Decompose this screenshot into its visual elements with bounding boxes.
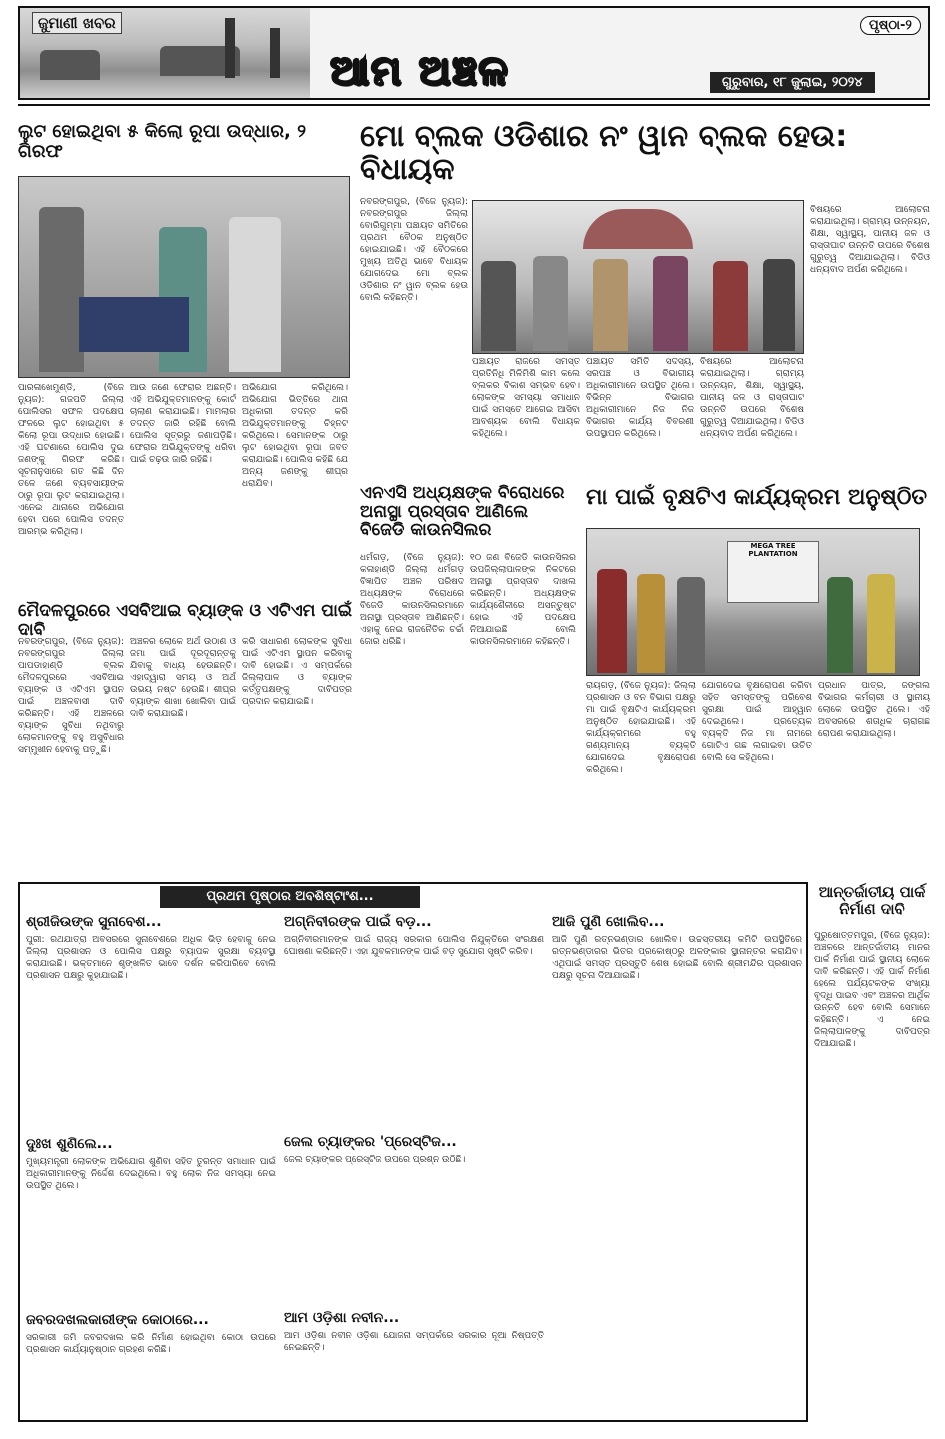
tree-col-1: ରାୟଗଡ଼, (ବିଜେ ନ୍ୟୁଜ): ଜିଲ୍ଲା ପ୍ରଶାସନ ଓ ବନ ବିଭାଗ ପକ୍ଷରୁ ମା ପାଇଁ ବୃକ୍ଷଟିଏ କାର୍ଯ୍ୟକ୍ରମ ଅନୁଷ୍ଠିତ ହୋଇଯାଇଛି। ଏହି କାର୍ଯ୍ୟକ୍ରମରେ ବହୁ ଗଣ୍ୟମାନ୍ୟ ବ୍ୟକ୍ତି ଯୋଗଦେଇ ବୃକ୍ଷରୋପଣ କରିଥିଲେ।	[586, 681, 696, 775]
sub-headline-sunabesha: ଶ୍ରୀଜିଉଙ୍କ ସୁନାବେଶ...	[26, 914, 162, 930]
plantation-banner: MEGA TREE PLANTATION	[727, 541, 819, 603]
paper-name: ଜୁମାଣୀ ଖବର	[32, 12, 122, 34]
no-confidence-col-2: ୧୦ ଜଣ ବିଜେଡି କାଉନସିଲର ଉପଜିଲ୍ଲାପାଳଙ୍କ ନିକଟରେ ଅନାସ୍ଥା ପ୍ରସ୍ତାବ ଦାଖଲ କରିଛନ୍ତି। ଅଧ୍ୟକ୍ଷଙ୍କ କାର୍ଯ୍ୟଶୈଳୀରେ ଅସନ୍ତୁଷ୍ଟ ହୋଇ ଏହି ପଦକ୍ଷେପ ନିଆଯାଇଛି ବୋଲି କାଉନସିଲରମାନେ କହିଛନ୍ତି।	[470, 553, 576, 647]
atm-col-1: ନବରଙ୍ଗପୁର, (ବିଜେ ନ୍ୟୁଜ): ନବରଙ୍ଗପୁର ଜିଲ୍ଲା ପାପଡାହାଣ୍ଡି ବ୍ଲକ ମୈଦଳପୁରରେ ଏସବିଆଇ ବ୍ୟାଙ୍କ ଓ ଏଟିଏମ ସ୍ଥାପନ ପାଇଁ ଅଞ୍ଚଳବାସୀ ଦାବି କରିଛନ୍ତି। ଏହି ଅଞ୍ଚଳରେ ବ୍ୟାଙ୍କ ସୁବିଧା ନଥିବାରୁ ଲୋକମାନଙ୍କୁ ବହୁ ଅସୁବିଧାର ସମ୍ମୁଖୀନ ହେବାକୁ ପଡ଼ୁଛି।	[18, 637, 124, 755]
page-number: ପୃଷ୍ଠା-୨	[860, 16, 921, 35]
dateline: ଗୁରୁବାର, ୧୮ ଜୁଲାଇ, ୨୦୨୪	[710, 72, 875, 93]
block-col-2: ପଞ୍ଚାୟତ ରାଜରେ ସମସ୍ତ ପ୍ରତିନିଧି ମିଳିମିଶି କାମ କଲେ ବ୍ଲକର ବିକାଶ ସମ୍ଭବ ହେବ। ଲୋକଙ୍କ ସମସ୍ୟା ସମାଧାନ ପାଇଁ ସମସ୍ତେ ଆଗେଇ ଆସିବା ଆବଶ୍ୟକ ବୋଲି ବିଧାୟକ କହିଥିଲେ।	[472, 357, 580, 439]
continuation-col-f: ଆମ ଓଡ଼ିଶା ନବୀନ ଓଡ଼ିଶା ଯୋଜନା ସମ୍ପର୍କରେ ସରକାର ନୂଆ ନିଷ୍ପତ୍ତି ନେଇଛନ୍ତି।	[284, 1331, 544, 1353]
section-title: ଆମ ଅଞ୍ଚଳ	[330, 48, 510, 94]
sub-headline-agniveer: ଅଗ୍ନିବୀରଙ୍କ ପାଇଁ ବଡ଼...	[284, 914, 432, 930]
silver-recovery-headline: ଲୁଟ ହୋଇଥିବା ୫ କିଲୋ ରୂପା ଉଦ୍ଧାର, ୨ ଗିରଫ	[18, 121, 307, 162]
silver-recovery-photo	[18, 176, 350, 378]
no-confidence-col-1: ଧର୍ମଗଡ଼, (ବିଜେ ନ୍ୟୁଜ): କଳାହାଣ୍ଡି ଜିଲ୍ଲା ଧର୍ମଗଡ଼ ବିଜ୍ଞାପିତ ଅଞ୍ଚଳ ପରିଷଦ ଅଧ୍ୟକ୍ଷଙ୍କ ବିରୋଧରେ ବିଜେଡି କାଉନସିଲରମାନେ ଅନାସ୍ଥା ପ୍ରସ୍ତାବ ଆଣିଛନ୍ତି। ଏହାକୁ ନେଇ ରାଜନୈତିକ ଚର୍ଚ୍ଚା ଜୋର ଧରିଛି।	[360, 553, 464, 647]
continuation-col-c: ସରକାରୀ ଜମି ଜବରଦଖଲ କରି ନିର୍ମାଣ ହୋଇଥିବା କୋଠା ଉପରେ ପ୍ରଶାସନ କାର୍ଯ୍ୟାନୁଷ୍ଠାନ ଗ୍ରହଣ କରିଛି।	[26, 1333, 276, 1355]
tree-headline: ମା ପାଇଁ ବୃକ୍ଷଟିଏ କାର୍ଯ୍ୟକ୍ରମ ଅନୁଷ୍ଠିତ	[586, 485, 928, 510]
sub-headline-jail: ଜେଲ ଚ୍ୟାଙ୍କର 'ପ୍ରେସ୍ଟିଜ...	[284, 1134, 457, 1150]
tree-col-3: ପ୍ରଧାନ ପାତ୍ର, ଜଙ୍ଗଲ ବିଭାଗର କର୍ମଚାରୀ ଓ ସ୍ଥାନୀୟ ଲୋକେ ଉପସ୍ଥିତ ଥିଲେ। ଏହି ଅବସରରେ ଶତାଧିକ ଚାରାଗଛ ରୋପଣ କରାଯାଇଥିଲା।	[818, 681, 930, 739]
continuation-col-b: ମୁଖ୍ୟମନ୍ତ୍ରୀ ଲୋକଙ୍କ ଅଭିଯୋଗ ଶୁଣିବା ସହିତ ତୁରନ୍ତ ସମାଧାନ ପାଇଁ ଅଧିକାରୀମାନଙ୍କୁ ନିର୍ଦ୍ଦେଶ ଦେଇଥିଲେ। ବହୁ ଲୋକ ନିଜ ସମସ୍ୟା ନେଇ ଉପସ୍ଥିତ ଥିଲେ।	[26, 1157, 276, 1191]
continuation-col-a: ପୁରୀ: ରଥଯାତ୍ରା ଅବସରରେ ସୁନାବେଶରେ ଅଧିକ ଭିଡ଼ ହେବାକୁ ନେଇ ଜିଲ୍ଲା ପ୍ରଶାସନ ଓ ପୋଲିସ ପକ୍ଷରୁ ବ୍ୟାପକ ସୁରକ୍ଷା ବ୍ୟବସ୍ଥା କରାଯାଇଛି। ଭକ୍ତମାନେ ଶୃଙ୍ଖଳିତ ଭାବେ ଦର୍ଶନ କରିପାରିବେ ବୋଲି ପ୍ରଶାସନ ପକ୍ଷରୁ କୁହାଯାଇଛି।	[26, 935, 276, 981]
atm-col-3: କରି ସାଧାରଣ ଲୋକଙ୍କ ସୁବିଧା ପାଇଁ ଏଟିଏମ ସ୍ଥାପନ କରିବାକୁ ଦାବି ହୋଇଛି। ଏ ସମ୍ପର୍କରେ ଜିଲ୍ଲାପାଳ ଓ ବ୍ୟାଙ୍କ କର୍ତ୍ତୃପକ୍ଷଙ୍କୁ ଦାବିପତ୍ର ପ୍ରଦାନ କରାଯାଇଛି।	[242, 637, 352, 707]
silver-recovery-col-2: ଆଉ ଜଣେ ଫେରାର ଅଛନ୍ତି। ଏହି ଅଭିଯୁକ୍ତମାନଙ୍କୁ କୋର୍ଟ ଚାଲାଣ କରାଯାଇଛି। ମାମଲାର ତଦନ୍ତ ଜାରି ରହିଛି ବୋଲି ପୋଲିସ ସୂତ୍ରରୁ ଜଣାପଡ଼ିଛି। ଫେରାର ଅଭିଯୁକ୍ତଙ୍କୁ ଧରିବା ପାଇଁ ଚଢ଼ଉ ଜାରି ରହିଛି।	[130, 383, 236, 465]
tree-col-2: ଯୋଗଦେଇ ବୃକ୍ଷରୋପଣ କରିବା ସହିତ ସମସ୍ତଙ୍କୁ ପରିବେଶ ସୁରକ୍ଷା ପାଇଁ ଆହ୍ୱାନ ଦେଇଥିଲେ। ପ୍ରତ୍ୟେକ ବ୍ୟକ୍ତି ନିଜ ମା ନାମରେ ଗୋଟିଏ ଗଛ ଲଗାଇବା ଉଚିତ ବୋଲି ସେ କହିଥିଲେ।	[702, 681, 812, 763]
atm-headline: ମୈଦଳପୁରରେ ଏସବିଆଇ ବ୍ୟାଙ୍କ ଓ ଏଟିଏମ ପାଇଁ ଦାବି	[18, 601, 353, 640]
tree-plantation-photo	[586, 528, 920, 676]
sub-headline-odisha: ଆମ ଓଡ଼ିଶା ନବୀନ...	[284, 1310, 400, 1326]
block-headline: ମୋ ବ୍ଲକ ଓଡିଶାର ନଂ ୱାନ ବ୍ଲକ ହେଉ: ବିଧାୟକ	[360, 119, 848, 187]
block-meeting-photo	[472, 200, 804, 354]
park-body: ପୁରୁଷୋତ୍ତମପୁର, (ବିଜେ ନ୍ୟୁଜ): ଅଞ୍ଚଳରେ ଆନ୍ତର୍ଜାତୀୟ ମାନର ପାର୍କ ନିର୍ମାଣ ପାଇଁ ସ୍ଥାନୀୟ ଲୋକେ ଦାବି କରିଛନ୍ତି। ଏହି ପାର୍କ ନିର୍ମାଣ ହେଲେ ପର୍ଯ୍ୟଟକଙ୍କ ସଂଖ୍ୟା ବୃଦ୍ଧି ପାଇବ ଏବଂ ଅଞ୍ଚଳର ଆର୍ଥିକ ଉନ୍ନତି ହେବ ବୋଲି ସେମାନେ କହିଛନ୍ତି। ଏ ନେଇ ଜିଲ୍ଲାପାଳଙ୍କୁ ଦାବିପତ୍ର ଦିଆଯାଇଛି।	[814, 931, 930, 1049]
block-col-4: ବିଷୟରେ ଆଲୋଚନା କରାଯାଇଥିଲା। ଗ୍ରାମ୍ୟ ଉନ୍ନୟନ, ଶିକ୍ଷା, ସ୍ୱାସ୍ଥ୍ୟ, ପାନୀୟ ଜଳ ଓ ରାସ୍ତାଘାଟ ଉନ୍ନତି ଉପରେ ବିଶେଷ ଗୁରୁତ୍ୱ ଦିଆଯାଇଥିଲା। ବିଡିଓ ଧନ୍ୟବାଦ ଅର୍ପଣ କରିଥିଲେ।	[810, 205, 930, 275]
no-confidence-headline: ଏନଏସି ଅଧ୍ୟକ୍ଷଙ୍କ ବିରୋଧରେ ଅନାସ୍ଥା ପ୍ରସ୍ତାବ ଆଣିଲେ ବିଜେଡି କାଉନସିଲର	[360, 483, 565, 541]
sub-headline-reopen: ଆଜି ପୁଣି ଖୋଲିବ...	[552, 914, 665, 930]
continuation-title: ପ୍ରଥମ ପୃଷ୍ଠାର ଅବଶିଷ୍ଟାଂଶ...	[160, 886, 420, 908]
block-col-3: ପଞ୍ଚାୟତ ସମିତି ସଦସ୍ୟ, ସରପଞ୍ଚ ଓ ବିଭାଗୀୟ ଅଧିକାରୀମାନେ ଉପସ୍ଥିତ ଥିଲେ। ବିଭିନ୍ନ ବିଭାଗର ଅଧିକାରୀମାନେ ନିଜ ନିଜ ବିଭାଗର କାର୍ଯ୍ୟ ବିବରଣୀ ଉପସ୍ଥାପନ କରିଥିଲେ।	[586, 357, 694, 439]
sub-headline-dukha: ଦୁଃଖ ଶୁଣିଲେ...	[26, 1136, 113, 1152]
masthead-rule	[18, 104, 930, 106]
continuation-col-d: ଅଗ୍ନିବୀରମାନଙ୍କ ପାଇଁ ରାଜ୍ୟ ସରକାର ପୋଲିସ ନିଯୁକ୍ତିରେ ସଂରକ୍ଷଣ ଘୋଷଣା କରିଛନ୍ତି। ଏହା ଯୁବକମାନଙ୍କ ପାଇଁ ବଡ଼ ସୁଯୋଗ ସୃଷ୍ଟି କରିବ।	[284, 935, 544, 957]
block-col-1: ନବରଙ୍ଗପୁର, (ବିଜେ ନ୍ୟୁଜ): ନବରଙ୍ଗପୁର ଜିଲ୍ଲା ବୋରିଗୁମ୍ମା ପଞ୍ଚାୟତ ସମିତିରେ ପ୍ରଥମ ବୈଠକ ଅନୁଷ୍ଠିତ ହୋଇଯାଇଛି। ଏହି ବୈଠକରେ ମୁଖ୍ୟ ଅତିଥି ଭାବେ ବିଧାୟକ ଯୋଗଦେଇ ମୋ ବ୍ଲକ ଓଡିଶାର ନଂ ୱାନ ବ୍ଲକ ହେଉ ବୋଲି କହିଛନ୍ତି।	[360, 197, 468, 303]
continuation-col-g: ଆଜି ପୁଣି ରତ୍ନଭଣ୍ଡାର ଖୋଲିବ। ଉଚ୍ଚସ୍ତରୀୟ କମିଟି ଉପସ୍ଥିତିରେ ରତ୍ନଭଣ୍ଡାରର ଭିତର ପ୍ରକୋଷ୍ଠରୁ ଅଳଙ୍କାର ସ୍ଥାନାନ୍ତର କରାଯିବ। ଏଥିପାଇଁ ସମସ୍ତ ପ୍ରସ୍ତୁତି ଶେଷ ହୋଇଛି ବୋଲି ଶ୍ରୀମନ୍ଦିର ପ୍ରଶାସନ ପକ୍ଷରୁ ସୂଚନା ଦିଆଯାଇଛି।	[552, 935, 802, 981]
silver-recovery-col-1: ପାରଳାଖେମୁଣ୍ଡି, (ବିଜେ ନ୍ୟୁଜ): ଗଜପତି ଜିଲ୍ଲା ପୋଲିସର ସଫଳ ପଦକ୍ଷେପ ଫଳରେ ଲୁଟ ହୋଇଥିବା ୫ କିଲୋ ରୂପା ଉଦ୍ଧାର ହୋଇଛି। ଏହି ଘଟଣାରେ ପୋଲିସ ଦୁଇ ଜଣଙ୍କୁ ଗିରଫ କରିଛି। ସୂଚନାନୁସାରେ ଗତ କିଛି ଦିନ ତଳେ ଜଣେ ବ୍ୟବସାୟୀଙ୍କ ଠାରୁ ରୂପା ଲୁଟ କରାଯାଇଥିଲା। ଏନେଇ ଥାନାରେ ଅଭିଯୋଗ ହେବା ପରେ ପୋଲିସ ତଦନ୍ତ ଆରମ୍ଭ କରିଥିଲା।	[18, 383, 124, 537]
silver-recovery-col-3: ଅଭିଯୋଗ କରିଥିଲେ। ଅଭିଯୋଗ ଭିତ୍ତିରେ ଥାନା ଅଧିକାରୀ ତଦନ୍ତ କରି ଅଭିଯୁକ୍ତମାନଙ୍କୁ ଚିହ୍ନଟ କରିଥିଲେ। ସେମାନଙ୍କ ଠାରୁ ଲୁଟ ହୋଇଥିବା ରୂପା ଜବତ କରାଯାଇଛି। ପୋଲିସ କହିଛି ଯେ ଅନ୍ୟ ଜଣଙ୍କୁ ଶୀଘ୍ର ଧରାଯିବ।	[242, 383, 348, 489]
atm-col-2: ଅଞ୍ଚଳର ଲୋକେ ଅର୍ଥ ଉଠାଣ ଓ ଜମା ପାଇଁ ଦୂରଦୂରାନ୍ତକୁ ଯିବାକୁ ବାଧ୍ୟ ହେଉଛନ୍ତି। ଏହାଦ୍ୱାରା ସମୟ ଓ ଅର୍ଥ ଉଭୟ ନଷ୍ଟ ହେଉଛି। ଶୀଘ୍ର ବ୍ୟାଙ୍କ ଶାଖା ଖୋଲିବା ପାଇଁ ଦାବି କରାଯାଇଛି।	[130, 637, 236, 719]
park-headline: ଆନ୍ତର୍ଜାତୀୟ ପାର୍କ ନିର୍ମାଣ ଦାବି	[818, 883, 926, 918]
continuation-col-e: ଜେଲ ଚ୍ୟାଙ୍କର ପ୍ରେସ୍ଟିଜ ଉପରେ ପ୍ରଶ୍ନ ଉଠିଛି।	[284, 1155, 466, 1165]
masthead	[18, 6, 930, 100]
sub-headline-encroacher: ଜବରଦଖଲକାରୀଙ୍କ କୋଠାରେ...	[26, 1312, 209, 1328]
block-col-5: ବିଷୟରେ ଆଲୋଚନା କରାଯାଇଥିଲା। ଗ୍ରାମ୍ୟ ଉନ୍ନୟନ, ଶିକ୍ଷା, ସ୍ୱାସ୍ଥ୍ୟ, ପାନୀୟ ଜଳ ଓ ରାସ୍ତାଘାଟ ଉନ୍ନତି ଉପରେ ବିଶେଷ ଗୁରୁତ୍ୱ ଦିଆଯାଇଥିଲା। ବିଡିଓ ଧନ୍ୟବାଦ ଅର୍ପଣ କରିଥିଲେ।	[700, 357, 804, 439]
